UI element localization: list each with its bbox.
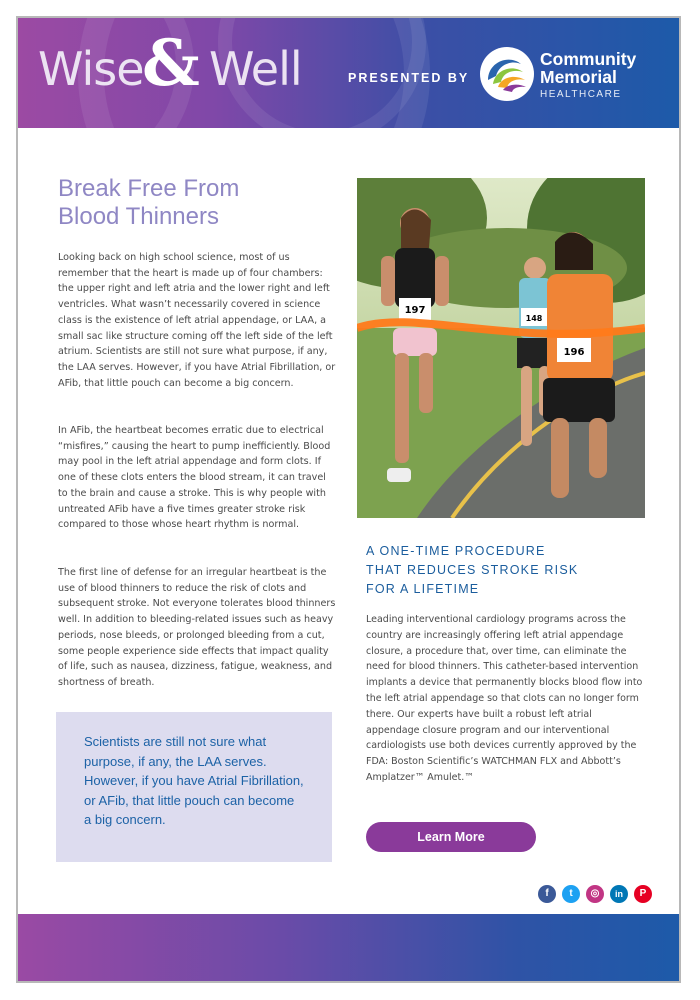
section-subheading <box>366 542 636 599</box>
bib-number: 148 <box>525 314 543 323</box>
pull-quote-text: Scientists are still not sure what purpose, if any, the LAA serves. However, if you have Atrial Fibrillation, or AFib, that little pouch can become a big concern. <box>84 734 304 827</box>
article-title-line1: Break Free From <box>58 175 240 202</box>
subheading-line3: FOR A LIFETIME <box>366 582 480 596</box>
subheading-line1: A ONE-TIME PROCEDURE <box>366 544 546 558</box>
runners-photo <box>357 178 645 518</box>
facebook-icon[interactable]: f <box>538 885 556 903</box>
body-paragraph: In AFib, the heartbeat becomes erratic due to electrical “misfires,” causing the heart to pump inefficiently. Blood may pool in the left atrial appendage and form clots. If one of these clots enters the blood stream, it can travel to the brain and cause a stroke. This is why people with untreated AFib have a five times greater stroke risk compared to those whose heart rhythm is normal. <box>58 425 331 531</box>
brand-logo-ampersand: & <box>142 26 200 101</box>
body-paragraph: Looking back on high school science, most of us remember that the heart is made up of four chambers: the upper right and left atria and the lower right and left ventricles. What wasn’t necessarily covered in science class is the existence of left atrial appendage, or LAA, a small sac like structure coming off the left side of the left atrium. Scientists are still not sure what purpose, if any, the LAA serves. However, if you have Atrial Fibrillation, or AFib, that little pouch can become a big concern. <box>58 252 336 389</box>
body-paragraph: Leading interventional cardiology programs across the country are increasingly offering left atrial appendage closure, a procedure that, over time, can eliminate the need for blood thinners. This catheter-based intervention implants a device that permanently blocks blood flow into the left atrial appendage so that clots can no longer form there. Our experts have built a robust left atrial appendage closure program and our interventional cardiologists use both devices currently approved by the FDA: Boston Scientific’s WATCHMAN FLX and Abbott’s Amplatzer™ Amulet.™ <box>366 614 643 783</box>
instagram-icon[interactable]: ◎ <box>586 885 604 903</box>
sponsor-name-line2: Memorial <box>540 67 617 87</box>
pinterest-icon[interactable]: P <box>634 885 652 903</box>
subheading-line2: THAT REDUCES STROKE RISK <box>366 563 579 577</box>
brand-logo-wise: Wise <box>38 42 144 96</box>
body-paragraph: The first line of defense for an irregular heartbeat is the use of blood thinners to reduce the risk of clots and subsequent stroke. Not everyone tolerates blood thinners well. In addition to bleeding-related issues such as heavy periods, nose bleeds, or prolonged bleeding from a cut, some people experience side effects that impact quality of life, such as nausea, dizziness, fatigue, weakness, and shortness of breath. <box>58 567 336 688</box>
sponsor-subtitle: HEALTHCARE <box>540 89 622 100</box>
newsletter-frame <box>16 16 681 983</box>
sponsor-name <box>540 50 636 86</box>
bib-number: 196 <box>563 347 585 358</box>
brand-logo-well: Well <box>209 42 302 96</box>
bib-number: 197 <box>404 305 426 316</box>
runners-photo-illustration <box>357 178 645 518</box>
presented-by-label: PRESENTED BY <box>348 71 470 85</box>
wave-circle-icon <box>479 46 535 102</box>
learn-more-button[interactable]: Learn More <box>366 822 536 852</box>
pull-quote-box <box>56 712 332 862</box>
twitter-icon[interactable]: t <box>562 885 580 903</box>
article-title-line2: Blood Thinners <box>58 203 219 230</box>
article-title <box>58 175 318 231</box>
header-banner <box>18 18 679 128</box>
linkedin-icon[interactable]: in <box>610 885 628 903</box>
footer-banner <box>18 914 679 981</box>
sponsor-name-line1: Community <box>540 49 637 69</box>
